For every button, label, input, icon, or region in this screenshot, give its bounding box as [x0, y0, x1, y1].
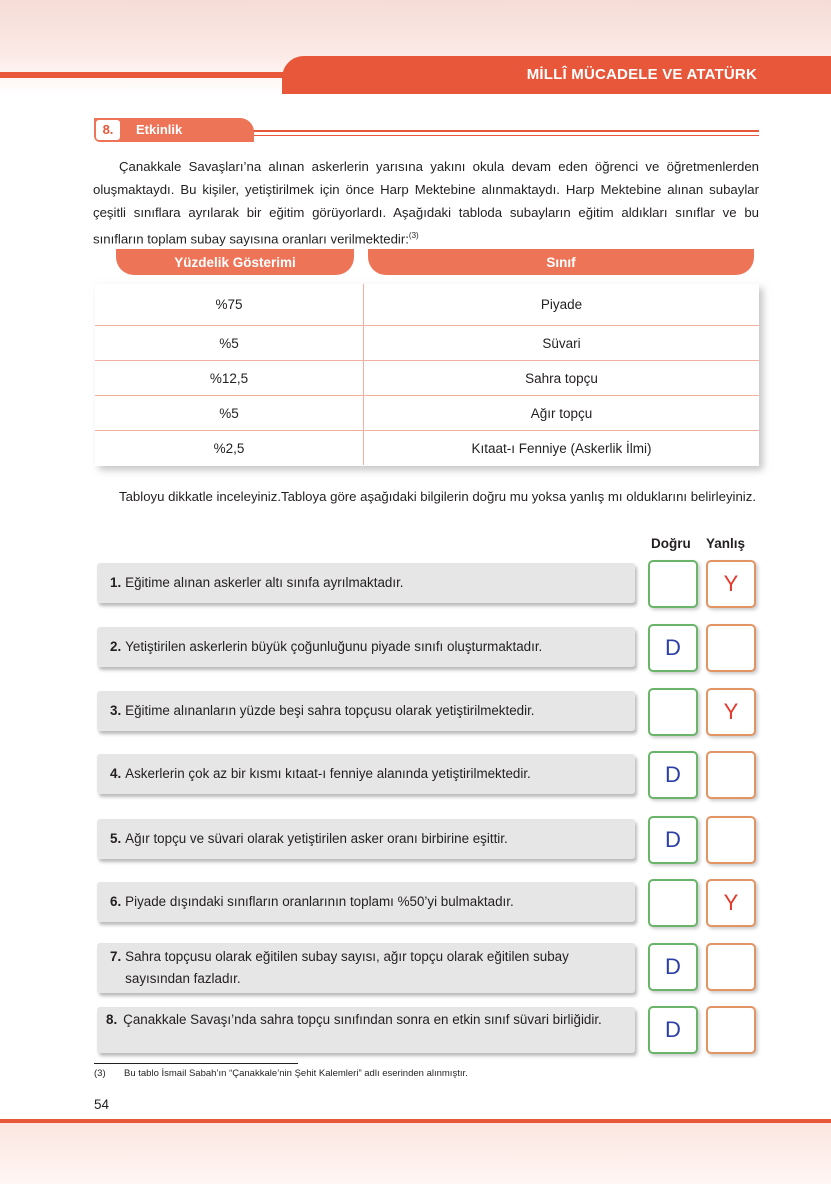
question-number: 4. [110, 766, 122, 781]
question-text: Eğitime alınanların yüzde beşi sahra topçusu olarak yetiştirilmektedir. [125, 703, 535, 718]
unit-title: MİLLÎ MÜCADELE VE ATATÜRK [526, 66, 757, 83]
footer-background [0, 1123, 831, 1184]
question-text: Piyade dışındaki sınıfların oranlarının toplamı %50’yi bulmaktadır. [125, 894, 514, 909]
footnote-number: (3) [94, 1068, 106, 1079]
question-statement [97, 1007, 635, 1053]
table-row [95, 396, 759, 431]
answer-box-wrong[interactable] [706, 1006, 756, 1054]
table-row [95, 284, 759, 326]
footnote-ref: (3) [408, 231, 419, 240]
footnote-text: Bu tablo İsmail Sabah’ın “Çanakkale’nin Şehit Kalemleri” adlı eserinden alınmıştır. [124, 1068, 468, 1079]
table-cell-class: Sahra topçu [525, 370, 598, 386]
activity-rule-thin [250, 135, 759, 136]
table-cell-percent: %75 [95, 284, 364, 325]
footnote-divider [94, 1063, 298, 1064]
intro-paragraph [93, 155, 759, 250]
question-text: Yetiştirilen askerlerin büyük çoğunluğunu piyade sınıfı oluşturmaktadır. [125, 639, 543, 654]
column-header-wrong: Yanlış [706, 536, 746, 551]
table-row [95, 431, 759, 465]
question-number: 6. [110, 894, 122, 909]
question-text: Askerlerin çok az bir kısmı kıtaat-ı fenniye alanında yetiştirilmektedir. [125, 766, 531, 781]
table-cell-percent: %5 [95, 326, 364, 360]
question-statement [97, 691, 635, 731]
instructions-text: Tabloyu dikkatle inceleyiniz.Tabloya göre aşağıdaki bilgilerin doğru mu yoksa yanlış mı olduklarını belirleyiniz. [119, 489, 756, 504]
question-number: 1. [110, 575, 122, 590]
table-cell-percent: %12,5 [95, 361, 364, 395]
question-text: Eğitime alınan askerler altı sınıfa ayrılmaktadır. [125, 575, 404, 590]
table-cell-percent: %2,5 [95, 431, 364, 465]
answer-box-wrong[interactable]: Y [706, 879, 756, 927]
table-cell-class: Kıtaat-ı Fenniye (Askerlik İlmi) [471, 440, 652, 456]
table-cell-percent: %5 [95, 396, 364, 430]
table-cell-class: Süvari [542, 335, 581, 351]
question-text: Çanakkale Savaşı’nda sahra topçu sınıfından sonra en etkin sınıf süvari birliğidir. [123, 1012, 602, 1027]
answer-box-wrong[interactable] [706, 751, 756, 799]
answer-box-wrong[interactable] [706, 816, 756, 864]
question-statement [97, 943, 635, 993]
question-text: Sahra topçusu olarak eğitilen subay sayısı, ağır topçu olarak eğitilen subay sayısından fazladır. [125, 949, 569, 986]
question-number: 5. [110, 831, 122, 846]
page-number: 54 [94, 1097, 110, 1112]
question-text: Ağır topçu ve süvari olarak yetiştirilen asker oranı birbirine eşittir. [125, 831, 508, 846]
question-statement [97, 563, 635, 603]
table-row [95, 326, 759, 361]
table-row [95, 361, 759, 396]
question-number: 3. [110, 703, 122, 718]
answer-box-wrong[interactable] [706, 943, 756, 991]
question-number: 8. [106, 1012, 118, 1027]
table-header-class: Sınıf [368, 249, 754, 275]
answer-box-wrong[interactable]: Y [706, 688, 756, 736]
question-number: 2. [110, 639, 122, 654]
activity-label: Etkinlik [136, 122, 183, 137]
answer-box-wrong[interactable] [706, 624, 756, 672]
question-statement [97, 627, 635, 667]
question-statement [97, 882, 635, 922]
question-statement [97, 819, 635, 859]
answer-box-correct[interactable] [648, 688, 698, 736]
question-number: 7. [110, 949, 122, 964]
answer-box-correct[interactable]: D [648, 1006, 698, 1054]
answer-box-correct[interactable]: D [648, 624, 698, 672]
answer-box-wrong[interactable]: Y [706, 560, 756, 608]
answer-box-correct[interactable] [648, 879, 698, 927]
question-statement [97, 754, 635, 794]
instructions [93, 485, 759, 509]
table-cell-class: Ağır topçu [530, 405, 593, 421]
answer-box-correct[interactable]: D [648, 816, 698, 864]
activity-number: 8. [96, 120, 120, 140]
answer-box-correct[interactable]: D [648, 943, 698, 991]
table-cell-class: Piyade [540, 297, 583, 312]
answer-box-correct[interactable]: D [648, 751, 698, 799]
answer-box-correct[interactable] [648, 560, 698, 608]
table-header-percent: Yüzdelik Gösterimi [116, 249, 354, 275]
column-header-correct: Doğru [651, 536, 691, 551]
intro-text: Çanakkale Savaşları’na alınan askerlerin yarısına yakını okula devam eden öğrenci ve öğretmenlerden oluşmaktaydı. Bu kişiler, yetiştirilmek için önce Harp Mektebine alınmaktaydı. Harp Mektebine alınan subaylar çeşitli sınıflara ayrılarak bir eğitim görüyorlardı. Aşağıdaki tabloda subayların eğitim aldıkları sınıflar ve bu sınıfların toplam subay sayısına oranları verilmektedir: [93, 159, 759, 247]
